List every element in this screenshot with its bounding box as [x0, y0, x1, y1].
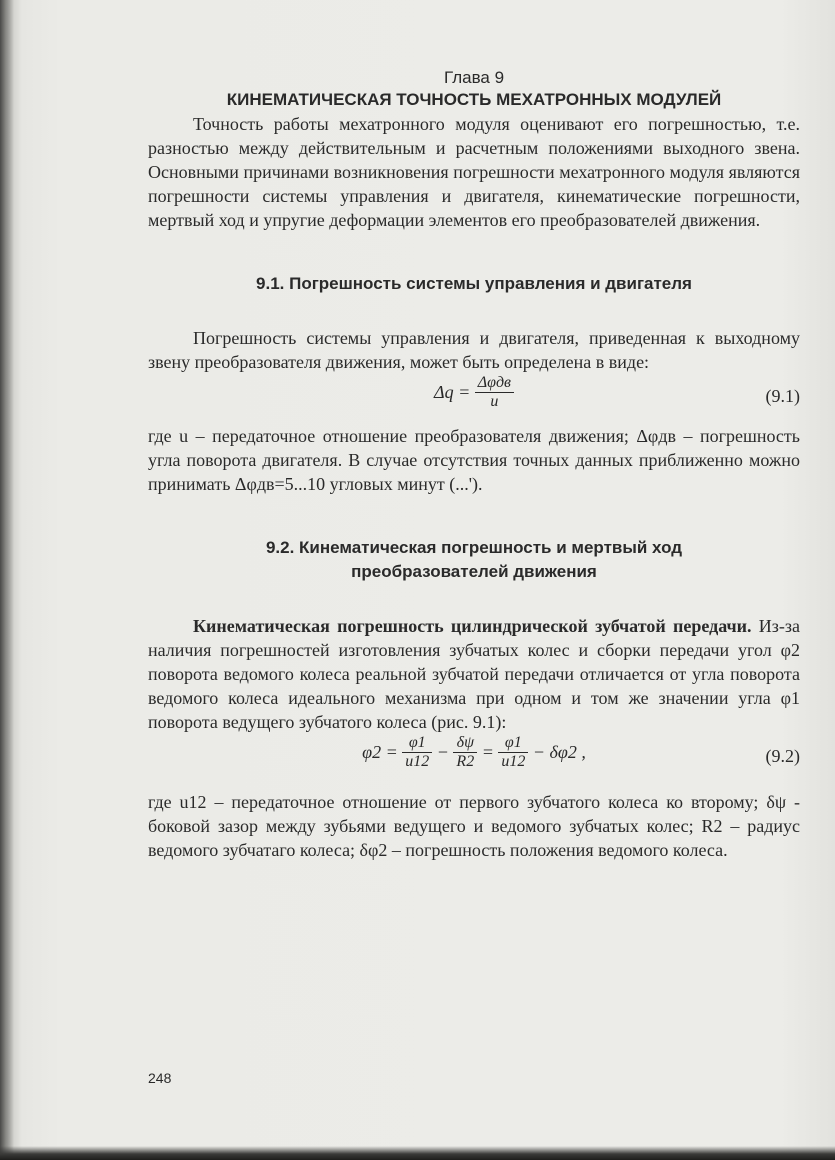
section-2-title — [148, 536, 800, 584]
formula-9-2-lhs: φ2 = — [362, 742, 398, 762]
chapter-label: Глава 9 — [443, 68, 505, 87]
page-content — [148, 60, 800, 862]
formula-9-2-fraction-1-denominator: u12 — [405, 753, 430, 770]
formula-9-1 — [148, 374, 800, 424]
section-2-paragraph-2: где u12 – передаточное отношение от первого зубчатого колеса ко второму; δψ - боковой зазор между зубьями ведущего и ведомого зубчатых колес; R2 – радиус ведомого зубчатаго колеса; δφ2 – погрешность положения ведомого колеса. — [148, 792, 800, 860]
page-number: 248 — [148, 1070, 172, 1086]
formula-9-2-minus: − — [436, 742, 449, 762]
section-1-paragraph-1: Погрешность системы управления и двигателя, приведенная к выходному звену преобразователя движения, может быть определена в виде: — [148, 328, 800, 372]
section-2-paragraph-1 — [148, 614, 800, 734]
formula-9-1-denominator: u — [490, 393, 499, 410]
formula-9-2-equals: = — [481, 742, 494, 762]
section-1-title: 9.1. Погрешность системы управления и двигателя — [256, 274, 692, 293]
section-2-title-line-1: 9.2. Кинематическая погрешность и мертвый ход — [265, 538, 683, 557]
formula-9-2-fraction-3 — [498, 734, 528, 771]
equation-number-9-2: (9.2) — [765, 746, 800, 766]
formula-9-1-lhs: Δq = — [434, 382, 471, 402]
section-2-lead-term: Кинематическая погрешность цилиндрической зубчатой передачи. — [193, 616, 752, 636]
formula-9-2-fraction-3-numerator: φ1 — [498, 734, 528, 753]
formula-9-2 — [148, 734, 800, 790]
formula-9-1-numerator: Δφдв — [475, 374, 514, 393]
intro-paragraph: Точность работы мехатронного модуля оценивают его погрешностью, т.е. разностью между действительным и расчетным положениями выходного звена. Основными причинами возникновения погрешности мехатронного модуля являются погрешности системы управления и двигателя, кинематические погрешности, мертвый ход и упругие деформации элементов его преобразователей движения. — [148, 114, 800, 230]
formula-9-2-fraction-1-numerator: φ1 — [402, 734, 432, 753]
formula-9-2-fraction-2 — [453, 734, 477, 771]
section-1-paragraph-2: где u – передаточное отношение преобразователя движения; Δφдв – погрешность угла поворота двигателя. В случае отсутствия точных данных приближенно можно принимать Δφдв=5...10 угловых минут (...'). — [148, 426, 800, 494]
formula-9-2-fraction-3-denominator: u12 — [501, 753, 526, 770]
formula-9-2-fraction-2-numerator: δψ — [453, 734, 477, 753]
chapter-title: КИНЕМАТИЧЕСКАЯ ТОЧНОСТЬ МЕХАТРОННЫХ МОДУЛЕЙ — [226, 90, 722, 109]
formula-9-2-tail: − δφ2 , — [532, 742, 586, 762]
section-2-title-line-2: преобразователей движения — [351, 562, 597, 581]
section-2-paragraph-1-text: Из-за наличия погрешностей изготовления зубчатых колес и сборки передачи угол φ2 поворота ведомого колеса реальной зубчатой передачи отличается от угла поворота ведомого колеса идеального механизма при одном и том же значении угла φ1 поворота ведущего зубчатого колеса (рис. 9.1): — [148, 616, 801, 732]
formula-9-2-fraction-1 — [402, 734, 432, 771]
page-bottom-shadow — [0, 1146, 835, 1160]
book-spine-shadow — [0, 0, 14, 1160]
equation-number-9-1: (9.1) — [765, 386, 800, 406]
formula-9-1-fraction — [475, 374, 514, 411]
formula-9-2-fraction-2-denominator: R2 — [456, 753, 475, 770]
